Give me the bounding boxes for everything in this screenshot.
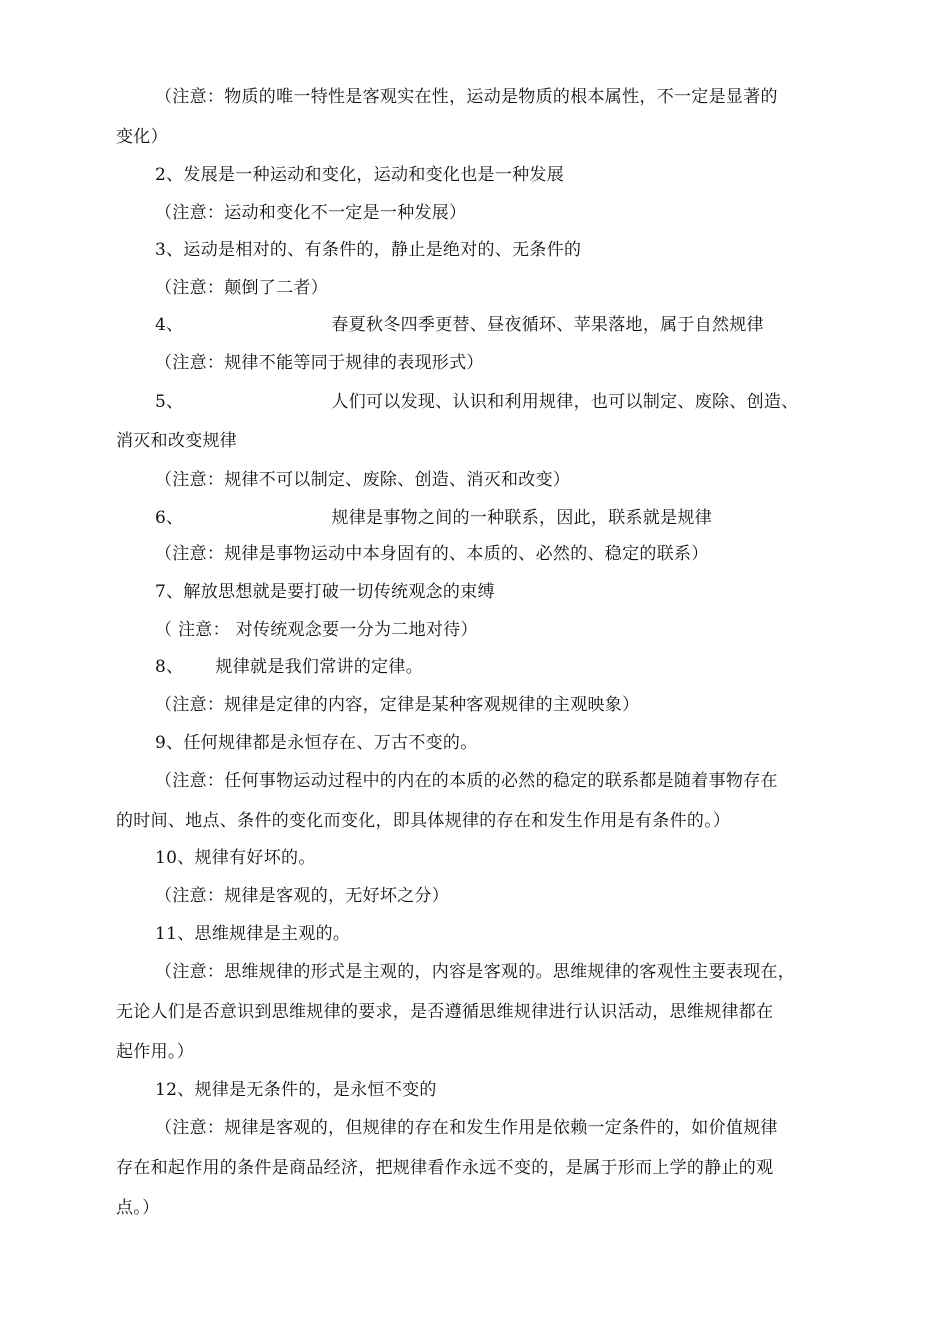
statement-line: 10、规律有好坏的。 <box>155 848 316 868</box>
note-line: 点。） <box>116 1198 160 1218</box>
statement-line: 2、发展是一种运动和变化，运动和变化也是一种发展 <box>155 165 565 185</box>
note-line: （注意：规律不可以制定、废除、创造、消灭和改变） <box>155 470 571 490</box>
statement-line: 11、思维规律是主观的。 <box>155 924 351 944</box>
statement-line: 7、解放思想就是要打破一切传统观念的束缚 <box>155 582 495 602</box>
item-number: 5、 <box>155 392 184 412</box>
item-number: 6、 <box>155 508 184 528</box>
note-line: （注意：思维规律的形式是主观的，内容是客观的。思维规律的客观性主要表现在， <box>155 962 796 982</box>
statement-line: 5、 人们可以发现、认识和利用规律，也可以制定、废除、创造、 <box>155 392 799 412</box>
statement-line: 3、运动是相对的、有条件的，静止是绝对的、无条件的 <box>155 240 582 260</box>
note-line: 存在和起作用的条件是商品经济，把规律看作永远不变的，是属于形而上学的静止的观 <box>116 1158 774 1178</box>
statement-line: 4、 春夏秋冬四季更替、昼夜循环、苹果落地，属于自然规律 <box>155 315 764 335</box>
note-line: （注意：规律是客观的，无好坏之分） <box>155 886 450 906</box>
statement-line: 9、任何规律都是永恒存在、万古不变的。 <box>155 733 478 753</box>
note-line: （注意：任何事物运动过程中的内在的本质的必然的稳定的联系都是随着事物存在 <box>155 771 778 791</box>
note-line: （注意：规律不能等同于规律的表现形式） <box>155 353 484 373</box>
note-line: （注意：规律是事物运动中本身固有的、本质的、必然的、稳定的联系） <box>155 544 709 564</box>
statement-line: 12、规律是无条件的，是永恒不变的 <box>155 1080 437 1100</box>
note-line: （注意：规律是客观的，但规律的存在和发生作用是依赖一定条件的，如价值规律 <box>155 1118 778 1138</box>
statement-line: 6、 规律是事物之间的一种联系，因此，联系就是规律 <box>155 508 713 528</box>
note-line: （注意：规律是定律的内容，定律是某种客观规律的主观映象） <box>155 695 640 715</box>
note-line: 变化） <box>116 127 168 147</box>
note-line: 无论人们是否意识到思维规律的要求，是否遵循思维规律进行认识活动，思维规律都在 <box>116 1002 774 1022</box>
note-line: 的时间、地点、条件的变化而变化，即具体规律的存在和发生作用是有条件的。） <box>116 811 731 831</box>
note-line: 起作用。） <box>116 1042 194 1062</box>
note-line: （注意：颠倒了二者） <box>155 278 328 298</box>
statement-line: 消灭和改变规律 <box>116 431 238 451</box>
item-number: 4、 <box>155 315 184 335</box>
note-line: （注意：运动和变化不一定是一种发展） <box>155 203 467 223</box>
item-number: 8、 <box>155 657 184 677</box>
note-line: （ 注意： 对传统观念要一分为二地对待） <box>155 620 478 640</box>
note-line: （注意：物质的唯一特性是客观实在性，运动是物质的根本属性，不一定是显著的 <box>155 87 778 107</box>
statement-line: 8、 规律就是我们常讲的定律。 <box>155 657 424 677</box>
